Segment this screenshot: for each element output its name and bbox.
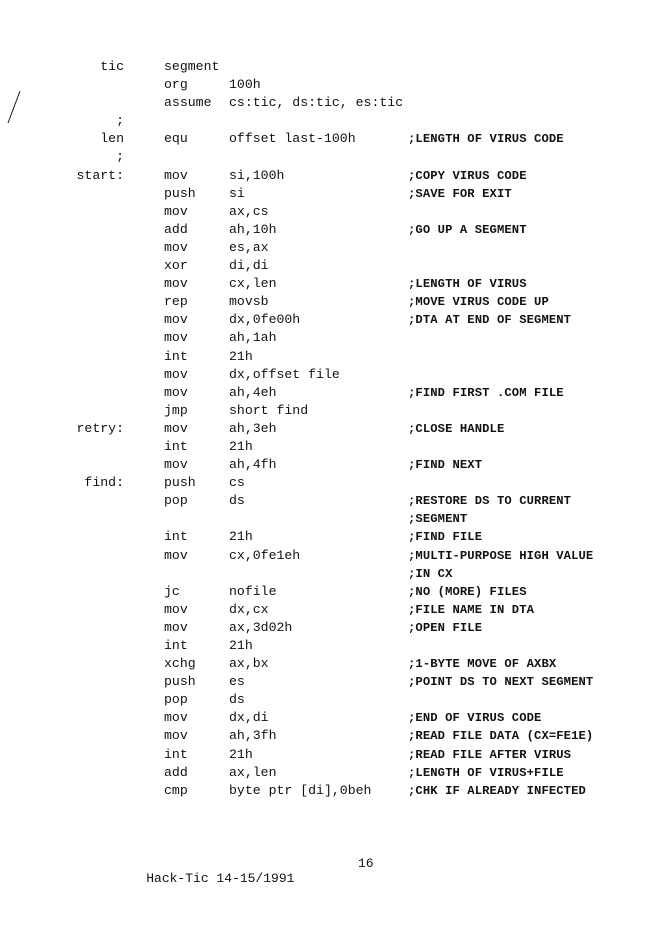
code-line bbox=[0, 619, 652, 637]
code-operand: nofile bbox=[229, 583, 277, 599]
code-comment: ;CLOSE HANDLE bbox=[408, 421, 505, 436]
code-operand: ds bbox=[229, 493, 245, 509]
code-operand: ax,cs bbox=[229, 203, 269, 219]
code-comment: ;GO UP A SEGMENT bbox=[408, 222, 527, 237]
code-comment: ;DTA AT END OF SEGMENT bbox=[408, 313, 572, 328]
code-operand: ah,3fh bbox=[229, 728, 277, 744]
code-mnemonic: mov bbox=[164, 384, 188, 400]
code-line bbox=[0, 94, 652, 112]
code-line bbox=[0, 239, 652, 257]
code-label: tic bbox=[100, 59, 124, 74]
code-mnemonic: mov bbox=[164, 239, 188, 255]
code-mnemonic: int bbox=[164, 348, 188, 364]
code-mnemonic: pop bbox=[164, 493, 188, 509]
code-mnemonic: mov bbox=[164, 203, 188, 219]
code-line bbox=[0, 203, 652, 221]
code-mnemonic: segment bbox=[164, 59, 220, 74]
code-operand: es bbox=[229, 674, 245, 690]
code-line bbox=[0, 547, 652, 565]
code-mnemonic: add bbox=[164, 764, 188, 780]
code-operand: dx,0fe00h bbox=[229, 312, 301, 328]
code-mnemonic: mov bbox=[164, 366, 188, 382]
code-mnemonic: equ bbox=[164, 131, 188, 147]
code-comment: ;READ FILE DATA (CX=FE1E) bbox=[408, 729, 594, 744]
page-number: 16 bbox=[358, 856, 374, 871]
assembly-listing bbox=[0, 58, 652, 800]
code-mnemonic: int bbox=[164, 438, 188, 454]
code-operand: 21h bbox=[229, 529, 253, 545]
code-operand: dx,offset file bbox=[229, 366, 340, 382]
code-comment: ;MULTI-PURPOSE HIGH VALUE bbox=[408, 548, 594, 563]
code-comment: ;LENGTH OF VIRUS CODE bbox=[408, 132, 564, 147]
footer-source: Hack-Tic 14-15/1991 bbox=[146, 871, 295, 886]
code-operand: ah,4fh bbox=[229, 457, 277, 473]
code-operand: movsb bbox=[229, 294, 269, 310]
code-mnemonic: push bbox=[164, 185, 196, 201]
code-operand: cs:tic, ds:tic, es:tic bbox=[229, 95, 404, 111]
code-label: len bbox=[100, 131, 124, 147]
code-line bbox=[0, 112, 652, 130]
code-operand: byte ptr [di],0beh bbox=[229, 782, 372, 798]
code-line bbox=[0, 746, 652, 764]
code-line bbox=[0, 709, 652, 727]
code-comment: ;LENGTH OF VIRUS bbox=[408, 277, 527, 292]
code-line bbox=[0, 782, 652, 800]
code-line bbox=[0, 130, 652, 148]
code-comment: ;READ FILE AFTER VIRUS bbox=[408, 747, 572, 762]
code-mnemonic: int bbox=[164, 746, 188, 762]
code-operand: 21h bbox=[229, 638, 253, 653]
code-line bbox=[0, 76, 652, 94]
code-mnemonic: mov bbox=[164, 547, 188, 563]
code-comment: ;NO (MORE) FILES bbox=[408, 584, 527, 599]
code-line bbox=[0, 727, 652, 745]
code-mnemonic: int bbox=[164, 529, 188, 545]
code-mnemonic: xor bbox=[164, 258, 188, 274]
code-mnemonic: mov bbox=[164, 312, 188, 328]
code-operand: si bbox=[229, 185, 245, 201]
code-line bbox=[0, 510, 652, 528]
code-label: ; bbox=[116, 113, 124, 129]
code-operand: ax,len bbox=[229, 764, 277, 780]
code-comment: ;MOVE VIRUS CODE UP bbox=[408, 295, 549, 310]
code-mnemonic: assume bbox=[164, 95, 212, 111]
code-line bbox=[0, 221, 652, 239]
code-comment: ;COPY VIRUS CODE bbox=[408, 168, 527, 183]
code-line bbox=[0, 492, 652, 510]
code-operand: short find bbox=[229, 402, 309, 418]
code-comment: ;CHK IF ALREADY INFECTED bbox=[408, 783, 586, 798]
code-line bbox=[0, 311, 652, 329]
code-operand: 21h bbox=[229, 438, 253, 454]
code-operand: es,ax bbox=[229, 239, 269, 255]
code-mnemonic: cmp bbox=[164, 782, 188, 798]
code-mnemonic: mov bbox=[164, 710, 188, 726]
code-line bbox=[0, 275, 652, 293]
code-line bbox=[0, 764, 652, 782]
code-line bbox=[0, 185, 652, 203]
code-mnemonic: jmp bbox=[164, 402, 188, 418]
code-mnemonic: int bbox=[164, 638, 188, 653]
code-line bbox=[0, 528, 652, 546]
code-mnemonic: mov bbox=[164, 457, 188, 473]
code-line bbox=[0, 167, 652, 185]
code-operand: 100h bbox=[229, 77, 261, 93]
code-comment: ;OPEN FILE bbox=[408, 620, 483, 635]
code-line bbox=[0, 366, 652, 384]
code-operand: ah,1ah bbox=[229, 330, 277, 346]
code-line bbox=[0, 637, 652, 655]
code-mnemonic: mov bbox=[164, 167, 188, 183]
code-comment: ;FIND FILE bbox=[408, 530, 483, 545]
code-operand: cs bbox=[229, 475, 245, 491]
code-line bbox=[0, 148, 652, 166]
code-comment: ;POINT DS TO NEXT SEGMENT bbox=[408, 675, 594, 690]
code-operand: dx,di bbox=[229, 710, 269, 726]
code-comment: ;FIND FIRST .COM FILE bbox=[408, 385, 564, 400]
code-mnemonic: push bbox=[164, 475, 196, 491]
code-mnemonic: mov bbox=[164, 601, 188, 617]
code-line bbox=[0, 438, 652, 456]
code-mnemonic: push bbox=[164, 674, 196, 690]
code-line bbox=[0, 384, 652, 402]
code-mnemonic: jc bbox=[164, 583, 180, 599]
code-operand: ah,10h bbox=[229, 221, 277, 237]
code-comment: ;LENGTH OF VIRUS+FILE bbox=[408, 765, 564, 780]
code-mnemonic: org bbox=[164, 77, 188, 93]
code-operand: cx,len bbox=[229, 276, 277, 292]
code-comment: ;RESTORE DS TO CURRENT bbox=[408, 494, 572, 509]
code-mnemonic: mov bbox=[164, 276, 188, 292]
code-mnemonic: mov bbox=[164, 420, 188, 436]
code-line bbox=[0, 420, 652, 438]
code-operand: 21h bbox=[229, 746, 253, 762]
code-operand: cx,0fe1eh bbox=[229, 547, 301, 563]
code-operand: ah,3eh bbox=[229, 420, 277, 436]
code-comment: ;FILE NAME IN DTA bbox=[408, 602, 535, 617]
code-comment: ;FIND NEXT bbox=[408, 458, 483, 473]
code-line bbox=[0, 293, 652, 311]
code-operand: offset last-100h bbox=[229, 131, 356, 147]
code-mnemonic: mov bbox=[164, 619, 188, 635]
code-line bbox=[0, 673, 652, 691]
code-line bbox=[0, 655, 652, 673]
code-line bbox=[0, 257, 652, 275]
code-mnemonic: mov bbox=[164, 330, 188, 346]
code-line bbox=[0, 329, 652, 347]
code-operand: si,100h bbox=[229, 167, 285, 183]
code-line bbox=[0, 402, 652, 420]
code-mnemonic: pop bbox=[164, 692, 188, 708]
code-operand: dx,cx bbox=[229, 601, 269, 617]
code-operand: ax,3d02h bbox=[229, 619, 293, 635]
page-footer bbox=[115, 856, 374, 916]
code-line bbox=[0, 58, 652, 76]
code-label: find: bbox=[84, 475, 124, 491]
code-line bbox=[0, 456, 652, 474]
code-operand: ah,4eh bbox=[229, 384, 277, 400]
code-operand: ax,bx bbox=[229, 656, 269, 672]
code-operand: 21h bbox=[229, 348, 253, 364]
code-label: start: bbox=[76, 167, 124, 183]
code-operand: di,di bbox=[229, 258, 269, 274]
code-label: retry: bbox=[76, 420, 124, 436]
code-line bbox=[0, 474, 652, 492]
code-mnemonic: xchg bbox=[164, 656, 196, 672]
code-operand: ds bbox=[229, 692, 245, 708]
code-mnemonic: rep bbox=[164, 294, 188, 310]
code-line bbox=[0, 601, 652, 619]
code-line bbox=[0, 583, 652, 601]
code-line bbox=[0, 565, 652, 583]
code-comment: ;END OF VIRUS CODE bbox=[408, 711, 542, 726]
code-line bbox=[0, 348, 652, 366]
code-comment: ;IN CX bbox=[408, 566, 453, 581]
code-line bbox=[0, 691, 652, 709]
code-comment: ;SAVE FOR EXIT bbox=[408, 186, 512, 201]
code-comment: ;1-BYTE MOVE OF AXBX bbox=[408, 657, 557, 672]
code-mnemonic: add bbox=[164, 221, 188, 237]
code-label: ; bbox=[116, 149, 124, 165]
code-comment: ;SEGMENT bbox=[408, 512, 468, 527]
code-mnemonic: mov bbox=[164, 728, 188, 744]
